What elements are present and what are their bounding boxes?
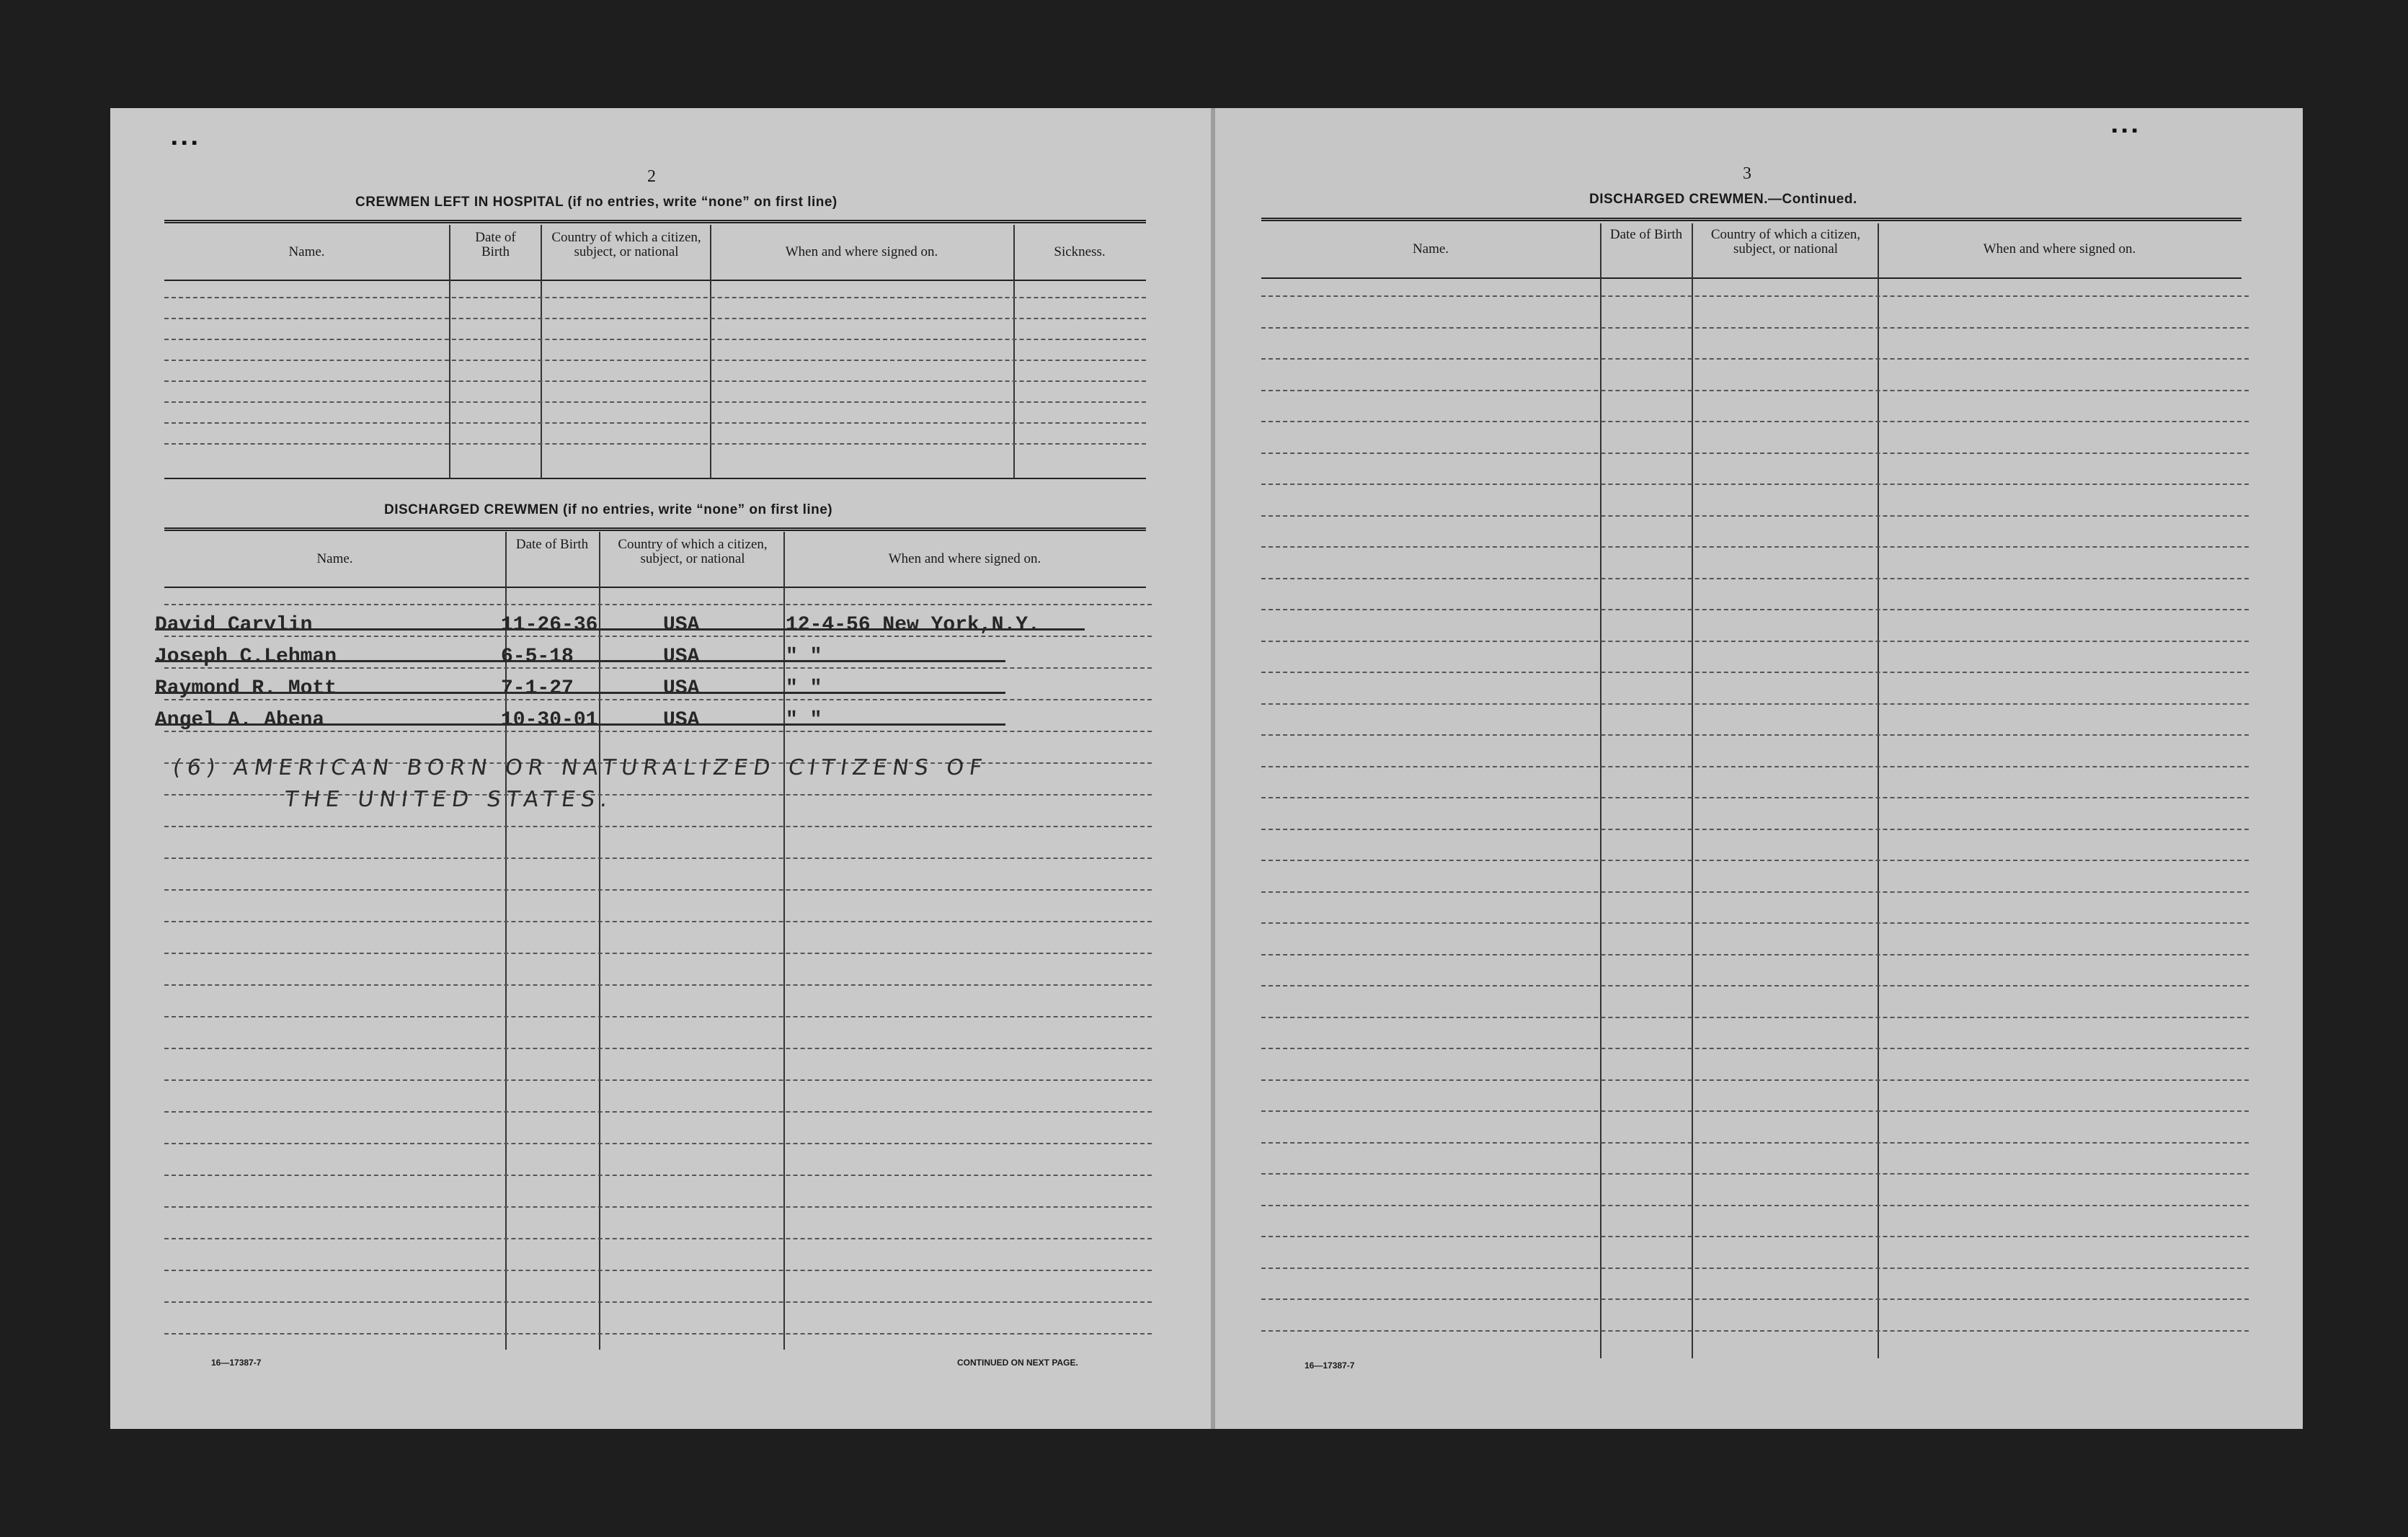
ruled-line xyxy=(1261,578,2249,579)
crew-name: Angel A. Abena xyxy=(155,709,325,731)
strike-line xyxy=(155,628,1085,631)
ruled-line xyxy=(1261,1142,2249,1144)
ruled-line xyxy=(164,401,1146,403)
crew-signed-on: " " xyxy=(786,677,822,700)
ruled-line xyxy=(1261,1236,2249,1237)
col-divider xyxy=(1692,223,1693,1358)
col-divider xyxy=(1013,225,1015,478)
ruled-line xyxy=(1261,1110,2249,1112)
ruled-line xyxy=(1261,641,2249,642)
ruled-line xyxy=(164,1048,1152,1049)
header-country: Country of which a citizen, subject, or national xyxy=(551,230,701,259)
crew-name: Joseph C.Lehman xyxy=(155,646,337,668)
right-section-title: DISCHARGED CREWMEN.—Continued. xyxy=(1589,192,1857,207)
ruled-line xyxy=(164,1143,1152,1144)
page-number-right: 3 xyxy=(1743,164,1751,183)
header-signed-on: When and where signed on. xyxy=(1983,241,2136,257)
crew-country: USA xyxy=(663,677,700,700)
corner-mark: ▪ ▪ ▪ xyxy=(172,133,197,151)
header-signed-on: When and where signed on. xyxy=(785,244,938,259)
rule xyxy=(164,587,1146,588)
ruled-line xyxy=(164,604,1152,605)
ruled-line xyxy=(1261,766,2249,767)
ruled-line xyxy=(1261,453,2249,454)
crew-country: USA xyxy=(663,646,700,668)
ruled-line xyxy=(164,1111,1152,1113)
ruled-line xyxy=(1261,484,2249,485)
ruled-line xyxy=(164,889,1152,891)
ruled-line xyxy=(164,380,1146,382)
crew-dob: 11-26-36 xyxy=(501,614,598,636)
ruled-line xyxy=(1261,922,2249,924)
header-dob: Date of Birth xyxy=(475,230,516,259)
rule xyxy=(1261,277,2242,279)
ruled-line xyxy=(164,1270,1152,1271)
ruled-line xyxy=(164,1079,1152,1081)
col-divider xyxy=(783,532,785,1350)
header-name: Name. xyxy=(1412,241,1449,257)
header-name: Name. xyxy=(288,244,325,259)
ruled-line xyxy=(164,1206,1152,1208)
ruled-line xyxy=(1261,954,2249,955)
crew-country: USA xyxy=(663,709,700,731)
col-divider xyxy=(449,225,450,478)
rule xyxy=(164,280,1146,281)
rule xyxy=(164,478,1146,479)
ruled-line xyxy=(1261,358,2249,360)
hospital-section-title: CREWMEN LEFT IN HOSPITAL (if no entries, write “none” on first line) xyxy=(355,195,838,210)
col-divider xyxy=(599,532,600,1350)
corner-mark: ▪ ▪ ▪ xyxy=(2112,121,2138,139)
right-page xyxy=(1213,108,2303,1429)
ruled-line xyxy=(164,360,1146,361)
ruled-line xyxy=(1261,1079,2249,1081)
ruled-line xyxy=(164,339,1146,340)
crew-name: Raymond R. Mott xyxy=(155,677,337,700)
handwritten-note-line-1: (6) AMERICAN BORN OR NATURALIZED CITIZENS OF xyxy=(171,755,990,780)
crew-country: USA xyxy=(663,614,700,636)
crew-dob: 7-1-27 xyxy=(501,677,574,700)
header-dob: Date of Birth xyxy=(1609,227,1683,242)
col-divider xyxy=(541,225,542,478)
header-country: Country of which a citizen, subject, or national xyxy=(1710,227,1861,257)
ruled-line xyxy=(1261,421,2249,422)
ruled-line xyxy=(1261,609,2249,610)
ruled-line xyxy=(1261,546,2249,548)
header-country: Country of which a citizen, subject, or national xyxy=(618,537,768,566)
crew-signed-on: 12-4-56 New York,N.Y. xyxy=(786,614,1040,636)
col-divider xyxy=(1878,223,1879,1358)
ruled-line xyxy=(1261,797,2249,798)
ruled-line xyxy=(164,857,1152,859)
ruled-line xyxy=(164,826,1152,827)
strike-line xyxy=(155,723,1005,726)
header-signed-on: When and where signed on. xyxy=(888,551,1041,566)
ruled-line xyxy=(1261,1205,2249,1206)
ruled-line xyxy=(164,953,1152,954)
form-number-right: 16—17387-7 xyxy=(1305,1360,1355,1371)
rule xyxy=(1261,218,2242,223)
page-number-left: 2 xyxy=(647,167,656,186)
ruled-line xyxy=(164,1175,1152,1176)
ruled-line xyxy=(1261,1048,2249,1049)
crew-dob: 6-5-18 xyxy=(501,646,574,668)
ruled-line xyxy=(1261,860,2249,861)
header-dob: Date of Birth xyxy=(515,537,589,552)
col-divider xyxy=(710,225,711,478)
ruled-line xyxy=(164,1333,1152,1335)
ruled-line xyxy=(1261,295,2249,297)
ruled-line xyxy=(164,921,1152,922)
ruled-line xyxy=(1261,1268,2249,1269)
strike-line xyxy=(155,692,1005,694)
ruled-line xyxy=(1261,1298,2249,1300)
ruled-line xyxy=(1261,703,2249,705)
continued-note: CONTINUED ON NEXT PAGE. xyxy=(957,1358,1078,1368)
ruled-line xyxy=(1261,1330,2249,1332)
ruled-line xyxy=(1261,829,2249,830)
ruled-line xyxy=(164,422,1146,424)
ruled-line xyxy=(1261,985,2249,986)
strike-line xyxy=(155,660,1005,662)
discharged-section-title: DISCHARGED CREWMEN (if no entries, write “none” on first line) xyxy=(384,502,833,517)
rule xyxy=(164,527,1146,533)
ruled-line xyxy=(1261,327,2249,329)
ruled-line xyxy=(164,318,1146,319)
ruled-line xyxy=(164,1238,1152,1239)
ruled-line xyxy=(1261,1017,2249,1018)
ruled-line xyxy=(164,1301,1152,1303)
handwritten-note-line-2: THE UNITED STATES. xyxy=(283,787,616,812)
crew-signed-on: " " xyxy=(786,709,822,731)
crew-name: David Carvlin xyxy=(155,614,313,636)
ruled-line xyxy=(164,984,1152,986)
ruled-line xyxy=(1261,734,2249,736)
rule xyxy=(164,220,1146,226)
ruled-line xyxy=(1261,1173,2249,1175)
crew-dob: 10-30-01 xyxy=(501,709,598,731)
crew-signed-on: " " xyxy=(786,646,822,668)
col-divider xyxy=(1600,223,1601,1358)
ruled-line xyxy=(1261,515,2249,517)
ruled-line xyxy=(1261,390,2249,391)
ruled-line xyxy=(164,297,1146,298)
page-fold xyxy=(1211,108,1215,1429)
form-number-left: 16—17387-7 xyxy=(211,1358,262,1368)
ruled-line xyxy=(1261,891,2249,893)
header-name: Name. xyxy=(316,551,353,566)
ruled-line xyxy=(164,1016,1152,1017)
header-sickness: Sickness. xyxy=(1054,244,1106,259)
ruled-line xyxy=(164,443,1146,445)
ruled-line xyxy=(1261,672,2249,673)
